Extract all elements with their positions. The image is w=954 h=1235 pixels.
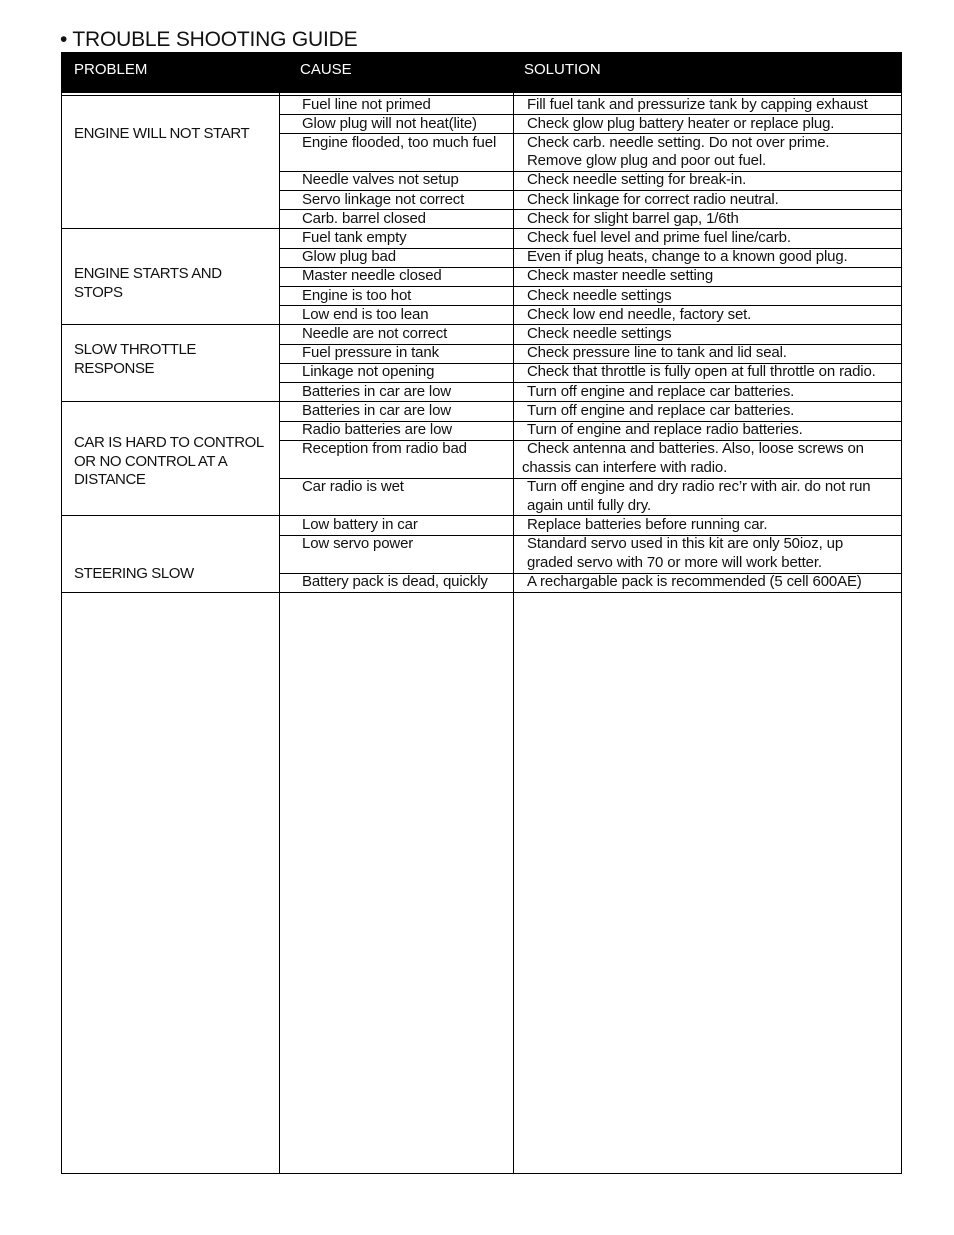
cause-cell: Low battery in car xyxy=(302,516,418,534)
cause-cell: Needle are not correct xyxy=(302,325,448,343)
cause-cell: Glow plug will not heat(lite) xyxy=(302,114,477,132)
solution-cell: Check pressure line to tank and lid seal. xyxy=(527,344,787,362)
solution-cell: Standard servo used in this kit are only 50ioz, up xyxy=(527,535,844,553)
header-solution: SOLUTION xyxy=(524,61,601,78)
solution-cell: Replace batteries before running car. xyxy=(527,516,768,534)
solution-cell: Fill fuel tank and pressurize tank by capping exhaust xyxy=(527,95,868,113)
solution-cell: Check linkage for correct radio neutral. xyxy=(527,190,779,208)
cause-cell: Reception from radio bad xyxy=(302,440,467,458)
cause-cell: Fuel tank empty xyxy=(302,229,407,247)
solution-cell: Check for slight barrel gap, 1/6th xyxy=(527,209,739,227)
table-header xyxy=(62,53,901,93)
header-problem: PROBLEM xyxy=(74,61,148,78)
solution-cell: graded servo with 70 or more will work better. xyxy=(527,553,822,571)
cause-cell: Master needle closed xyxy=(302,267,442,285)
solution-cell: Turn off engine and replace car batteries. xyxy=(527,382,795,400)
solution-cell: chassis can interfere with radio. xyxy=(522,458,728,476)
cause-cell: Needle valves not setup xyxy=(302,171,459,189)
cause-cell: Engine is too hot xyxy=(302,286,412,304)
solution-cell: Check antenna and batteries. Also, loose screws on xyxy=(527,440,864,458)
solution-cell: Check master needle setting xyxy=(527,267,714,285)
problem-label: ENGINE STARTS AND xyxy=(74,265,222,282)
solution-cell: again until fully dry. xyxy=(527,496,651,514)
cause-cell: Servo linkage not correct xyxy=(302,190,465,208)
column-divider-cause xyxy=(279,93,280,1173)
group-divider xyxy=(62,324,901,325)
solution-cell: Turn of engine and replace radio batteries. xyxy=(527,421,803,439)
table-body-bottom xyxy=(62,592,901,593)
solution-cell: Check needle setting for break-in. xyxy=(527,171,747,189)
solution-cell: Check fuel level and prime fuel line/carb. xyxy=(527,229,791,247)
solution-cell: Turn off engine and replace car batteries. xyxy=(527,402,795,420)
cause-cell: Linkage not opening xyxy=(302,363,435,381)
problem-label: ENGINE WILL NOT START xyxy=(74,125,250,142)
problem-label: RESPONSE xyxy=(74,359,155,377)
troubleshooting-table xyxy=(61,52,902,1174)
cause-cell: Radio batteries are low xyxy=(302,421,452,439)
solution-cell: A rechargable pack is recommended (5 cell 600AE) xyxy=(527,573,862,590)
group-divider xyxy=(62,515,901,516)
header-cause: CAUSE xyxy=(300,61,352,78)
cause-cell: Batteries in car are low xyxy=(302,382,451,400)
solution-cell: Check glow plug battery heater or replace plug. xyxy=(527,114,835,132)
column-divider-solution xyxy=(513,93,514,1173)
problem-label: STOPS xyxy=(74,283,123,301)
problem-label: OR NO CONTROL AT A xyxy=(74,452,228,470)
cause-cell: Glow plug bad xyxy=(302,248,396,266)
cause-cell: Low end is too lean xyxy=(302,305,429,323)
solution-cell: Check low end needle, factory set. xyxy=(527,305,752,323)
problem-label: CAR IS HARD TO CONTROL xyxy=(74,434,264,451)
cause-cell: Battery pack is dead, quickly xyxy=(302,573,488,590)
cause-cell: Fuel line not primed xyxy=(302,95,431,113)
cause-cell: Engine flooded, too much fuel xyxy=(302,133,497,151)
solution-cell: Remove glow plug and poor out fuel. xyxy=(527,152,767,170)
cause-cell: Low servo power xyxy=(302,535,414,553)
problem-label: STEERING SLOW xyxy=(74,565,194,582)
cause-cell: Fuel pressure in tank xyxy=(302,344,439,362)
solution-cell: Turn off engine and dry radio rec’r with air. do not run xyxy=(527,478,871,495)
cause-cell: Batteries in car are low xyxy=(302,402,451,420)
problem-label: DISTANCE xyxy=(74,471,146,489)
solution-cell: Check needle settings xyxy=(527,325,672,343)
solution-cell: Even if plug heats, change to a known good plug. xyxy=(527,248,848,266)
solution-cell: Check needle settings xyxy=(527,286,672,304)
problem-label: SLOW THROTTLE xyxy=(74,341,197,358)
cause-cell: Car radio is wet xyxy=(302,478,404,495)
solution-cell: Check carb. needle setting. Do not over prime. xyxy=(527,133,830,151)
cause-cell: Carb. barrel closed xyxy=(302,209,426,227)
page-title: • TROUBLE SHOOTING GUIDE xyxy=(60,28,358,51)
solution-cell: Check that throttle is fully open at full throttle on radio. xyxy=(527,363,876,381)
